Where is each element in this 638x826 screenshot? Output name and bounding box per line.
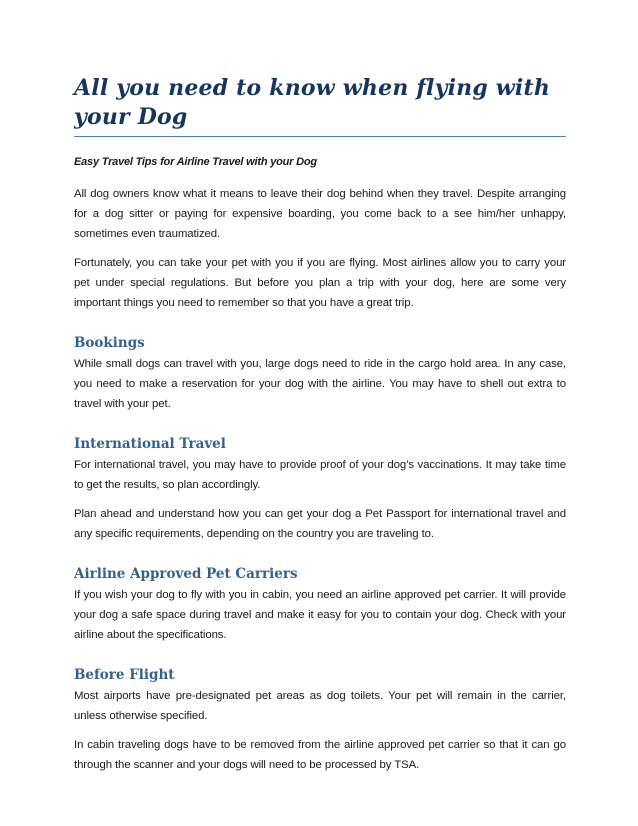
section-paragraph: In cabin traveling dogs have to be removed from the airline approved pet carrier so that it can go through the scanner and your dogs will need to be processed by TSA. [74,739,566,771]
intro-paragraph: All dog owners know what it means to leave their dog behind when they travel. Despite arranging for a dog sitter or paying for expensive boarding, you come back to a see him/her unhappy, sometimes even traumatized. [74,188,566,240]
title-underline [74,136,566,137]
section-paragraph: While small dogs can travel with you, large dogs need to ride in the cargo hold area. In any case, you need to make a reservation for your dog with the airline. You may have to shell out extra to travel with your pet. [74,358,566,410]
document-title: All you need to know when flying with your Dog [74,75,551,130]
section-heading-airline-approved-pet-carriers: Airline Approved Pet Carriers [74,566,298,582]
document-page [74,0,566,775]
section-heading-before-flight: Before Flight [74,667,175,683]
section-heading-international-travel: International Travel [74,436,226,452]
section-paragraph: For international travel, you may have to provide proof of your dog’s vaccinations. It may take time to get the results, so plan accordingly. [74,459,566,491]
section-heading-bookings: Bookings [74,335,145,351]
section-paragraph: If you wish your dog to fly with you in cabin, you need an airline approved pet carrier. It will provide your dog a safe space during travel and make it easy for you to contain your dog. Check with your airline about the specifications. [74,589,566,641]
section-paragraph: Plan ahead and understand how you can get your dog a Pet Passport for international travel and any specific requirements, depending on the country you are traveling to. [74,508,566,540]
document-subtitle: Easy Travel Tips for Airline Travel with your Dog [74,156,317,168]
intro-paragraph: Fortunately, you can take your pet with you if you are flying. Most airlines allow you to carry your pet under special regulations. But before you plan a trip with your dog, here are some very important things you need to remember so that you have a great trip. [74,257,566,309]
section-paragraph: Most airports have pre-designated pet areas as dog toilets. Your pet will remain in the carrier, unless otherwise specified. [74,690,566,722]
